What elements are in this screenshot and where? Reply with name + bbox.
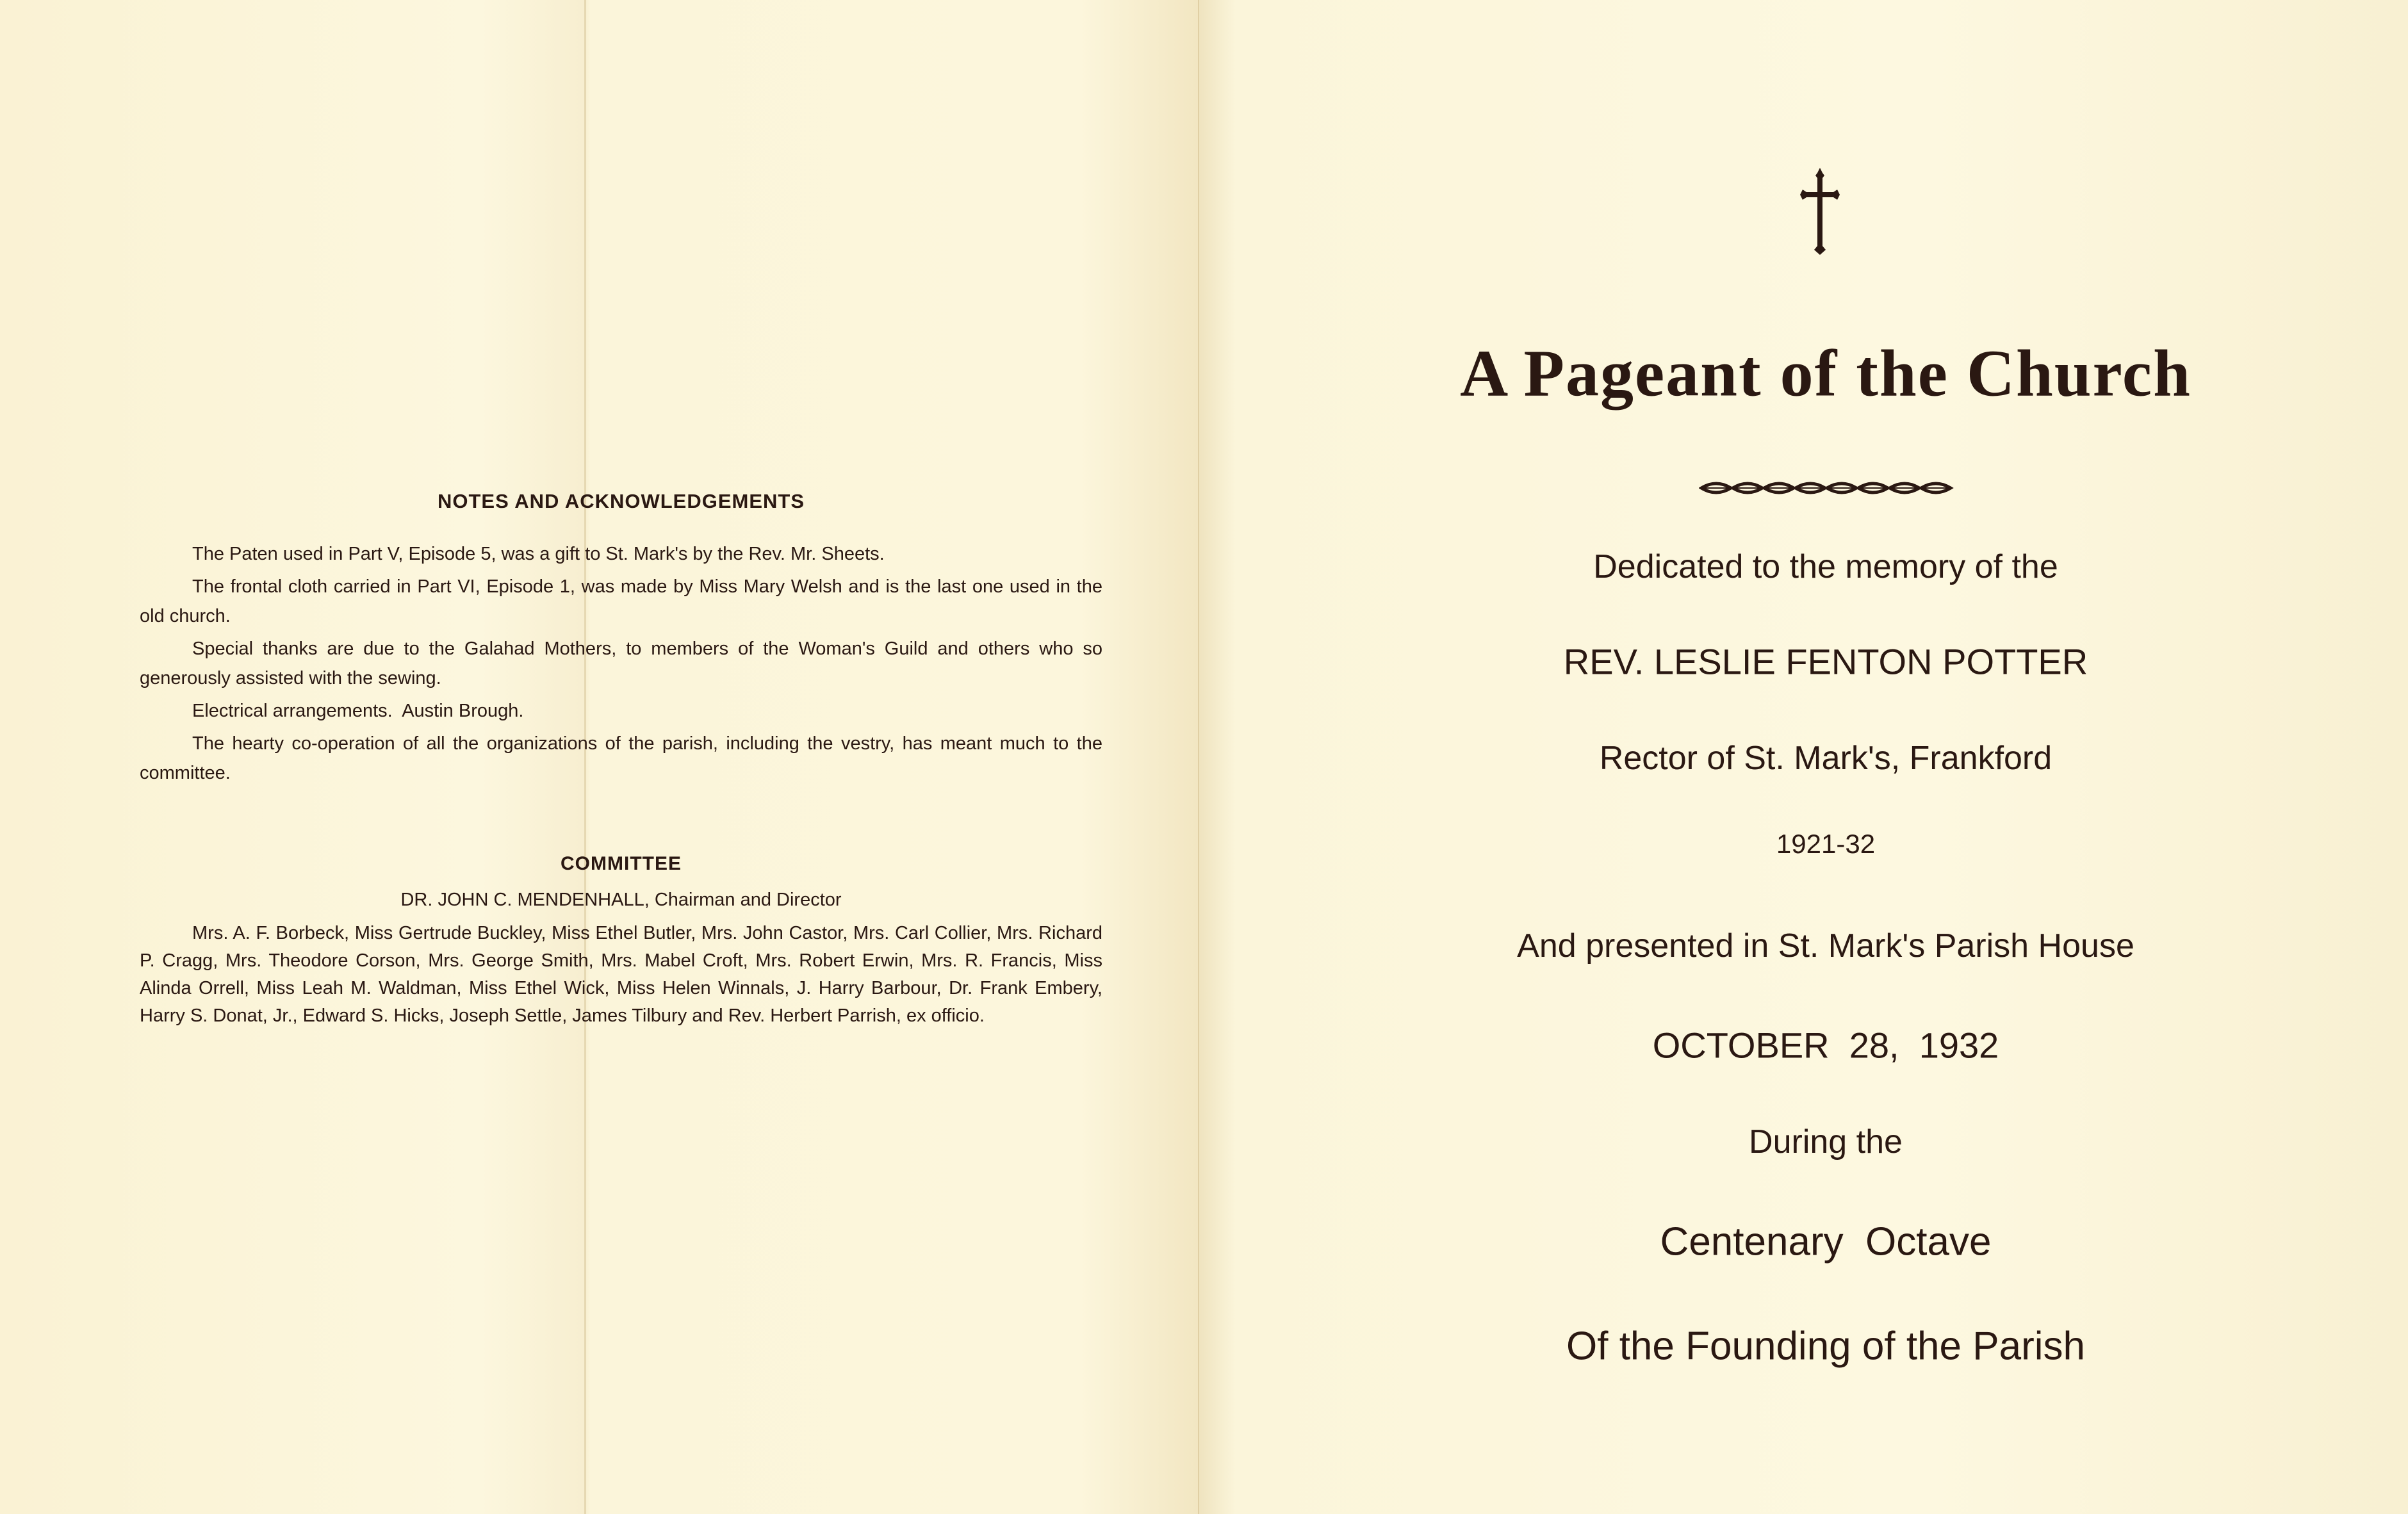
- notes-section: [140, 487, 1102, 1033]
- committee-members: Mrs. A. F. Borbeck, Miss Gertrude Buckley, Miss Ethel Butler, Mrs. John Castor, Mrs. Carl Collier, Mrs. Richard P. Cragg, Mrs. Theodore Corson, Mrs. George Smith, Mrs. Mabel Croft, Mrs. Robert Erwin, Mrs. R. Francis, Miss Alinda Orrell, Miss Leah M. Waldman, Miss Ethel Wick, Miss Helen Winnals, J. Harry Barbour, Dr. Frank Embery, Harry S. Donat, Jr., Edward S. Hicks, Joseph Settle, James Tilbury and Rev. Herbert Parrish, ex officio.: [140, 923, 1102, 1026]
- presented-line: And presented in St. Mark's Parish House: [1517, 927, 2134, 965]
- left-page: [0, 0, 1199, 1514]
- cross-icon: [1800, 168, 1840, 255]
- note-paragraph: The hearty co-operation of all the organizations of the parish, including the vestry, has meant much to the committee.: [140, 733, 1102, 783]
- note-paragraph: Special thanks are due to the Galahad Mothers, to members of the Woman's Guild and others who so generously assisted with the sewing.: [140, 639, 1102, 688]
- honoree-years: 1921-32: [1776, 829, 1876, 859]
- note-paragraph: The Paten used in Part V, Episode 5, was a gift to St. Mark's by the Rev. Mr. Sheets.: [192, 544, 885, 564]
- note-paragraph: The frontal cloth carried in Part VI, Episode 1, was made by Miss Mary Welsh and is the last one used in the old church.: [140, 576, 1102, 626]
- notes-heading: NOTES AND ACKNOWLEDGEMENTS: [437, 490, 805, 512]
- honoree-name: REV. LESLIE FENTON POTTER: [1563, 641, 2088, 682]
- committee-heading: COMMITTEE: [561, 853, 682, 874]
- dedication-line: Dedicated to the memory of the: [1593, 548, 2058, 585]
- ornament-divider-icon: [1699, 479, 1955, 497]
- honoree-role: Rector of St. Mark's, Frankford: [1599, 740, 2052, 777]
- during-line: During the: [1749, 1123, 1903, 1160]
- event-date: OCTOBER 28, 1932: [1652, 1025, 1999, 1066]
- document-title: A Pageant of the Church: [1460, 336, 2191, 411]
- note-paragraph: Electrical arrangements. Austin Brough.: [192, 701, 524, 721]
- committee-chairman: DR. JOHN C. MENDENHALL, Chairman and Director: [400, 890, 842, 910]
- occasion-title: Centenary Octave: [1660, 1219, 1992, 1264]
- occasion-subtitle: Of the Founding of the Parish: [1566, 1324, 2085, 1369]
